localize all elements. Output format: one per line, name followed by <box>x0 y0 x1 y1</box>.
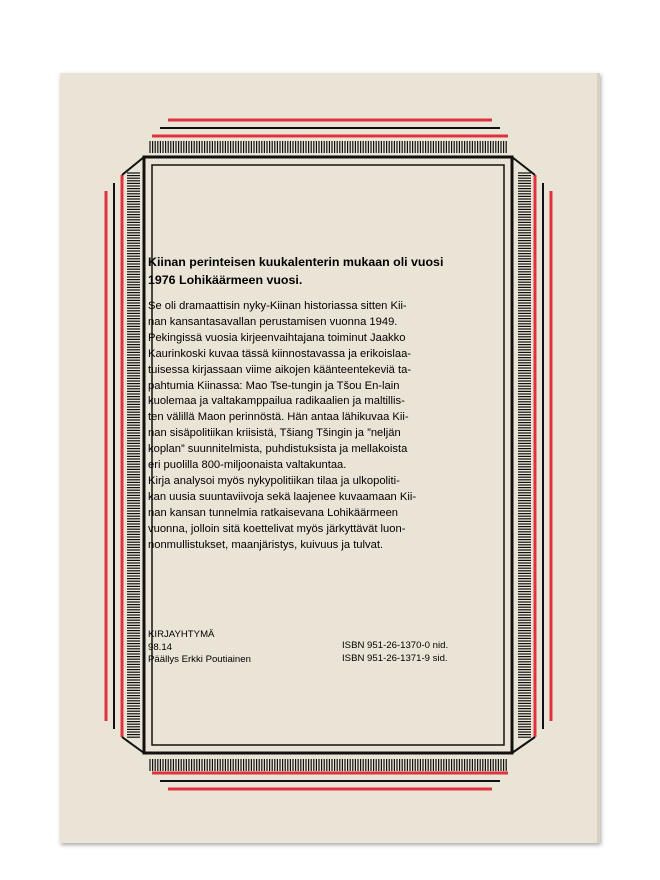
blurb-line: tuisessa kirjassaan viime aikojen käänteentekeviä ta- <box>148 363 412 376</box>
right-hatch-band <box>518 173 531 737</box>
blurb-line: nonmullistukset, maanjäristys, kuivuus ja tulvat. <box>148 538 384 551</box>
blurb-text <box>148 299 460 554</box>
left-hatch-band <box>127 173 140 737</box>
lead-line-1: Kiinan perinteisen kuukalenterin mukaan oli vuosi <box>148 255 444 269</box>
bottom-hatch-band <box>150 759 506 771</box>
blurb-line: nan kansan tunnelmia ratkaisevana Lohikäärmeen <box>148 506 399 519</box>
isbn-paperback: ISBN 951-26-1370-0 nid. <box>342 640 449 651</box>
top-hatch-band <box>150 141 506 153</box>
class-code: 98.14 <box>148 641 173 653</box>
cover-credit: Päällys Erkki Poutiainen <box>148 654 251 665</box>
blurb-line: nan sisäpolitiikan kriisistä, Tšiang Tšingin ja ”neljän <box>148 427 401 440</box>
blurb-line: ten välillä Maon perinnöstä. Hän antaa lähikuvaa Kii- <box>148 411 409 424</box>
blurb-line: Kirja analysoi myös nykypolitiikan tilaa ja ulkopoliti- <box>148 474 400 487</box>
publisher-name: KIRJAYHTYMÄ <box>148 629 215 640</box>
lead-paragraph <box>148 253 458 289</box>
blurb-line: vuonna, jolloin sitä koettelivat myös järkyttävät luon- <box>148 522 406 535</box>
isbn-block <box>342 640 448 665</box>
isbn-hardcover: ISBN 951-26-1371-9 sid. <box>342 652 448 664</box>
publisher-imprint <box>148 629 251 667</box>
blurb-line: kuolemaa ja valtakamppailua radikaalien ja maltillis- <box>148 395 405 408</box>
blurb-line: Kaurinkoski kuvaa tässä kiinnostavassa ja erikoislaa- <box>148 347 412 360</box>
blurb-line: Pekingissä vuosia kirjeenvaihtajana toiminut Jaakko <box>148 331 406 344</box>
lead-line-2: 1976 Lohikäärmeen vuosi. <box>148 273 303 287</box>
blurb-line: nan kansantasavallan perustamisen vuonna 1949. <box>148 315 398 328</box>
blurb-line: Se oli dramaattisin nyky-Kiinan historiassa sitten Kii- <box>148 300 407 312</box>
blurb-line: pahtumia Kiinassa: Mao Tse-tungin ja Tšou En-lain <box>148 379 400 392</box>
blurb-line: koplan” suunnitelmista, puhdistuksista ja mellakoista <box>148 443 408 456</box>
blurb-line: eri puolilla 800-miljoonaista valtakuntaa. <box>148 459 347 472</box>
blurb-line: kan uusia suuntaviivoja sekä laajenee kuvaamaan Kii- <box>148 490 417 503</box>
book-back-cover <box>60 73 600 843</box>
